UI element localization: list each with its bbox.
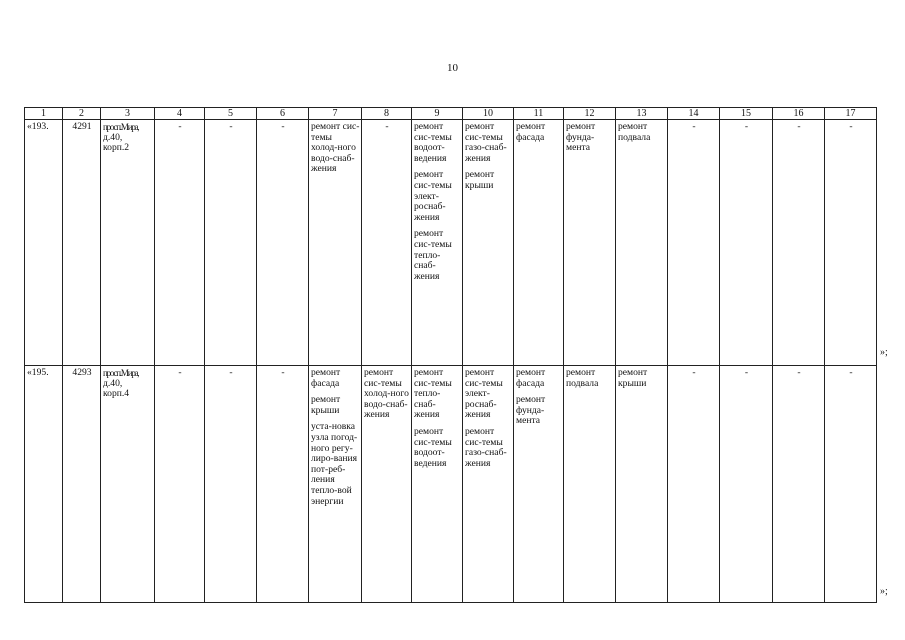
address-building: корп.4 (103, 388, 130, 400)
work-entry: ремонт фасада (516, 121, 546, 143)
work-entry: ремонт сис-темы водоот-ведения (414, 121, 452, 164)
table-cell: - (825, 120, 877, 366)
address-street: просп.Мира, (103, 368, 139, 378)
address-house: д.40, (103, 131, 123, 143)
header-cell: 17 (825, 108, 877, 120)
header-cell: 15 (720, 108, 773, 120)
table-cell (514, 366, 564, 603)
table-cell (616, 366, 668, 603)
page-number: 10 (447, 62, 458, 74)
address-cell (101, 120, 155, 366)
address-building: корп.2 (103, 142, 130, 154)
work-entry: ремонт фасада (311, 367, 341, 389)
table-cell (412, 366, 463, 603)
header-cell: 12 (564, 108, 616, 120)
table-cell (514, 120, 564, 366)
table-cell (412, 120, 463, 366)
work-entry: ремонт сис-темы элект-роснаб-жения (414, 169, 452, 223)
header-cell: 9 (412, 108, 463, 120)
work-entry: ремонт сис-темы газо-снаб-жения (465, 425, 507, 469)
table-cell (463, 366, 514, 603)
table-cell: - (720, 366, 773, 603)
house-code: 4293 (63, 366, 101, 603)
row-number: «195. (25, 366, 63, 603)
table-cell: - (668, 120, 720, 366)
work-entry: ремонт сис-темы водоот-ведения (414, 425, 452, 469)
work-entry: ремонт фунда-мента (566, 121, 596, 154)
table-cell: - (825, 366, 877, 603)
work-entry: - (385, 121, 389, 132)
table-cell: - (257, 120, 309, 366)
work-entry: ремонт сис-темы элект-роснаб-жения (465, 367, 503, 421)
table-cell: - (155, 366, 205, 603)
work-entry: ремонт подвала (566, 367, 599, 389)
work-entry: ремонт сис-темы тепло-снаб-жения (414, 367, 452, 421)
table-cell (309, 366, 362, 603)
header-cell: 13 (616, 108, 668, 120)
table-cell: - (773, 120, 825, 366)
table-cell (362, 366, 412, 603)
table-cell (362, 120, 412, 366)
header-cell: 5 (205, 108, 257, 120)
work-entry: ремонт крыши (618, 367, 648, 389)
work-entry: ремонт сис-темы тепло-снаб-жения (414, 228, 452, 282)
header-cell: 16 (773, 108, 825, 120)
work-entry: ремонт крыши (311, 394, 341, 416)
table-cell: - (205, 120, 257, 366)
table-cell (309, 120, 362, 366)
table-cell: - (720, 120, 773, 366)
header-cell: 7 (309, 108, 362, 120)
header-cell: 1 (25, 108, 63, 120)
table-cell: - (257, 366, 309, 603)
work-entry: ремонт фунда-мента (516, 394, 546, 427)
work-entry: ремонт фасада (516, 367, 546, 389)
header-cell: 8 (362, 108, 412, 120)
header-cell: 3 (101, 108, 155, 120)
repair-schedule-table (24, 107, 877, 603)
address-cell (101, 366, 155, 603)
table-cell: - (668, 366, 720, 603)
work-entry: ремонт сис-темы холод-ного водо-снаб-жения (364, 367, 409, 421)
row-closing-mark: »; (880, 586, 888, 597)
table-cell: - (155, 120, 205, 366)
work-entry: ремонт сис-темы холод-ного водо-снаб-жения (311, 121, 360, 175)
header-cell: 14 (668, 108, 720, 120)
header-cell: 10 (463, 108, 514, 120)
work-entry: ремонт подвала (618, 121, 651, 143)
header-cell: 6 (257, 108, 309, 120)
table-cell (463, 120, 514, 366)
header-cell: 11 (514, 108, 564, 120)
work-entry: ремонт сис-темы газо-снаб-жения (465, 121, 507, 164)
header-cell: 2 (63, 108, 101, 120)
work-entry: уста-новка узла погод-ного регу-лиро-вания пот-реб-ления тепло-вой энергии (311, 421, 358, 507)
house-code: 4291 (63, 120, 101, 366)
table-cell (616, 120, 668, 366)
table-cell: - (205, 366, 257, 603)
header-cell: 4 (155, 108, 205, 120)
table-cell: - (773, 366, 825, 603)
header-row (25, 108, 877, 120)
row-number: «193. (25, 120, 63, 366)
address-street: просп.Мира, (103, 122, 139, 132)
table-cell (564, 366, 616, 603)
table-row (25, 366, 877, 603)
table-row (25, 120, 877, 366)
table-cell (564, 120, 616, 366)
work-entry: ремонт крыши (465, 169, 495, 191)
address-house: д.40, (103, 377, 123, 389)
row-closing-mark: »; (880, 347, 888, 358)
